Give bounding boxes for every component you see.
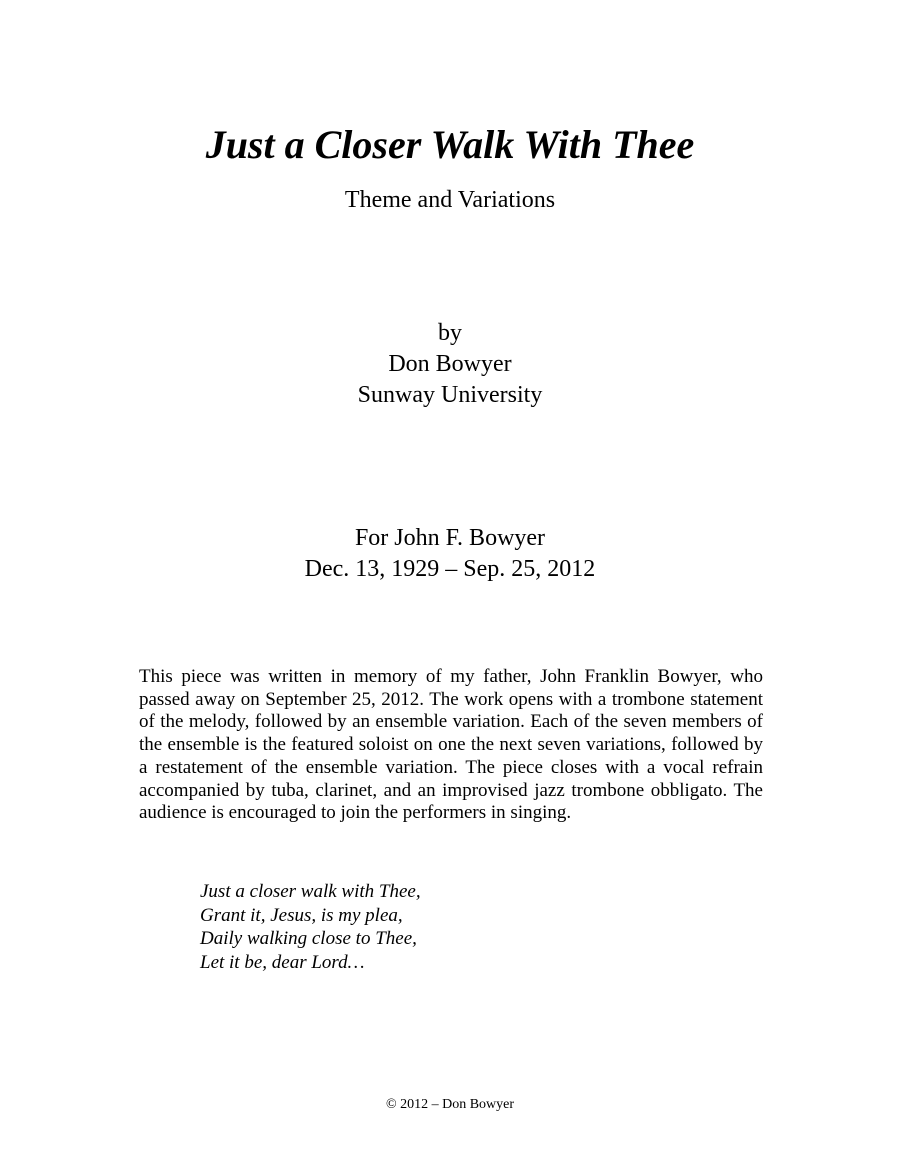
- piece-title: Just a Closer Walk With Thee: [205, 122, 695, 167]
- composer-name: Don Bowyer: [388, 351, 512, 377]
- byline-by: by: [438, 320, 462, 346]
- dedication: [0, 523, 900, 585]
- lyrics-block: [200, 880, 421, 974]
- byline: [0, 318, 900, 411]
- dedication-dates: Dec. 13, 1929 – Sep. 25, 2012: [304, 556, 596, 582]
- lyric-line: Just a closer walk with Thee,: [200, 881, 421, 902]
- composer-affiliation: Sunway University: [357, 382, 543, 408]
- dedication-name: For John F. Bowyer: [354, 525, 546, 551]
- piece-subtitle: Theme and Variations: [344, 187, 556, 213]
- program-note: This piece was written in memory of my father, John Franklin Bowyer, who passed away on September 25, 2012. The work opens with a trombone statement of the melody, followed by an ensemble variation. Each of the seven members of the ensemble is the featured soloist on one the next seven variations, followed by a restatement of the ensemble variation. The piece closes with a vocal refrain accompanied by tuba, clarinet, and an improvised jazz trombone obbligato. The audience is encouraged to join the performers in singing.: [139, 666, 763, 824]
- lyric-line: Let it be, dear Lord…: [200, 951, 365, 973]
- copyright-notice: © 2012 – Don Bowyer: [385, 1097, 515, 1112]
- lyric-line: Daily walking close to Thee,: [200, 928, 417, 949]
- lyric-line: Grant it, Jesus, is my plea,: [200, 904, 403, 926]
